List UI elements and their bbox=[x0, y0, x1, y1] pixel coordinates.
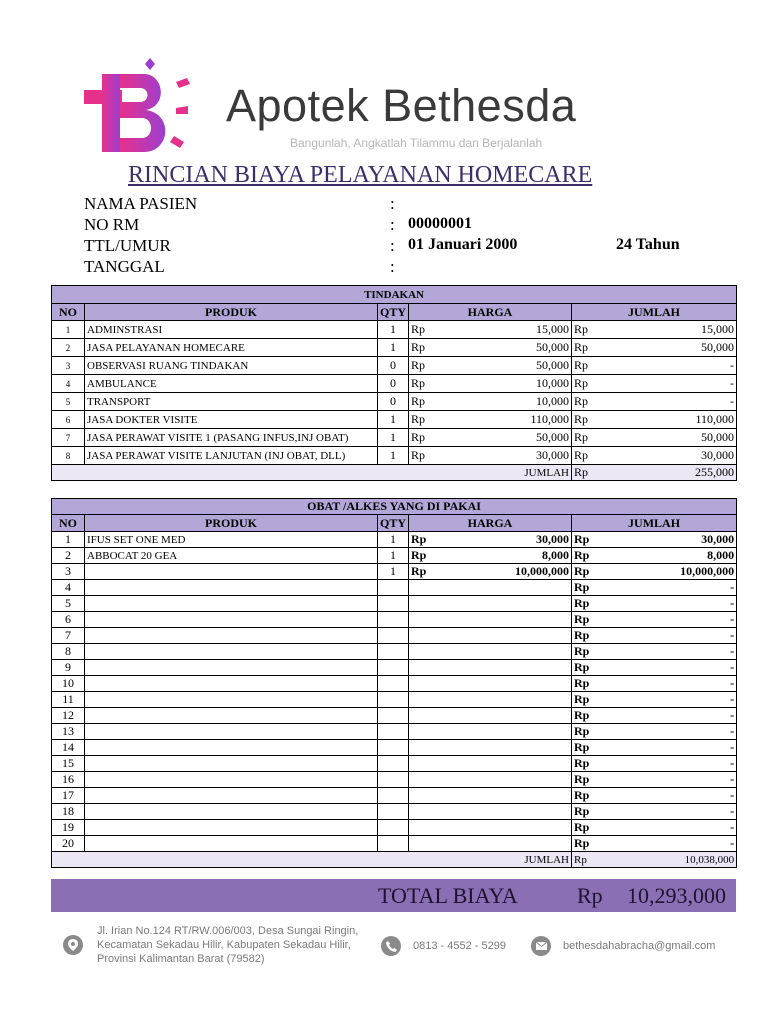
row-harga: 10,000 bbox=[441, 393, 572, 411]
table-row bbox=[52, 564, 737, 580]
mail-icon bbox=[531, 936, 551, 956]
row-produk bbox=[85, 692, 378, 708]
table-row bbox=[52, 532, 737, 548]
row-harga bbox=[441, 740, 572, 756]
row-jumlah: - bbox=[604, 756, 737, 772]
row-harga-rp bbox=[409, 580, 441, 596]
table-row bbox=[52, 357, 737, 375]
row-harga bbox=[441, 836, 572, 852]
row-jumlah-rp: Rp bbox=[572, 357, 604, 375]
table-row bbox=[52, 676, 737, 692]
row-jumlah: - bbox=[604, 596, 737, 612]
row-harga-rp bbox=[409, 788, 441, 804]
row-qty bbox=[378, 628, 409, 644]
row-jumlah: - bbox=[604, 357, 737, 375]
row-jumlah-rp: Rp bbox=[572, 692, 604, 708]
row-qty bbox=[378, 724, 409, 740]
row-qty bbox=[378, 820, 409, 836]
row-harga-rp bbox=[409, 820, 441, 836]
address-line-3: Provinsi Kalimantan Barat (79582) bbox=[97, 953, 265, 965]
col-produk-header: PRODUK bbox=[85, 304, 378, 321]
patient-ttl-label: TTL/UMUR bbox=[84, 236, 171, 255]
row-produk bbox=[85, 580, 378, 596]
row-harga: 15,000 bbox=[441, 321, 572, 339]
row-produk: JASA DOKTER VISITE bbox=[85, 411, 378, 429]
row-harga: 50,000 bbox=[441, 357, 572, 375]
obat-sum-value: 10,038,000 bbox=[604, 852, 737, 868]
row-harga-rp bbox=[409, 836, 441, 852]
row-no: 3 bbox=[52, 357, 85, 375]
row-jumlah-rp: Rp bbox=[572, 724, 604, 740]
row-jumlah-rp: Rp bbox=[572, 660, 604, 676]
row-qty bbox=[378, 804, 409, 820]
row-jumlah: - bbox=[604, 692, 737, 708]
col-jumlah-header: JUMLAH bbox=[572, 515, 737, 532]
row-harga bbox=[441, 708, 572, 724]
row-no: 3 bbox=[52, 564, 85, 580]
footer-address bbox=[63, 924, 363, 966]
row-qty: 1 bbox=[378, 321, 409, 339]
row-qty: 1 bbox=[378, 411, 409, 429]
row-harga-rp bbox=[409, 660, 441, 676]
row-produk: JASA PELAYANAN HOMECARE bbox=[85, 339, 378, 357]
row-harga-rp bbox=[409, 756, 441, 772]
row-jumlah: - bbox=[604, 804, 737, 820]
row-no: 16 bbox=[52, 772, 85, 788]
row-harga: 30,000 bbox=[441, 447, 572, 465]
row-no: 1 bbox=[52, 532, 85, 548]
row-jumlah: - bbox=[604, 676, 737, 692]
row-produk bbox=[85, 596, 378, 612]
row-produk bbox=[85, 820, 378, 836]
row-harga bbox=[441, 772, 572, 788]
colon: : bbox=[390, 215, 395, 234]
row-harga bbox=[441, 596, 572, 612]
row-harga bbox=[441, 692, 572, 708]
table-row bbox=[52, 820, 737, 836]
row-jumlah-rp: Rp bbox=[572, 644, 604, 660]
row-jumlah-rp: Rp bbox=[572, 580, 604, 596]
row-jumlah: - bbox=[604, 628, 737, 644]
row-qty: 1 bbox=[378, 429, 409, 447]
address-line-2: Kecamatan Sekadau Hilir, Kabupaten Sekadau Hilir, bbox=[97, 939, 351, 951]
row-harga-rp: Rp bbox=[409, 393, 441, 411]
row-qty: 0 bbox=[378, 393, 409, 411]
row-jumlah: - bbox=[604, 740, 737, 756]
table-row bbox=[52, 724, 737, 740]
table-row bbox=[52, 612, 737, 628]
row-no: 7 bbox=[52, 429, 85, 447]
row-no: 5 bbox=[52, 393, 85, 411]
row-jumlah: - bbox=[604, 820, 737, 836]
table-row bbox=[52, 447, 737, 465]
row-qty bbox=[378, 596, 409, 612]
row-harga-rp bbox=[409, 772, 441, 788]
row-no: 18 bbox=[52, 804, 85, 820]
row-produk bbox=[85, 740, 378, 756]
row-no: 12 bbox=[52, 708, 85, 724]
row-harga bbox=[441, 788, 572, 804]
row-jumlah-rp: Rp bbox=[572, 804, 604, 820]
obat-sum-row bbox=[52, 852, 737, 868]
row-jumlah-rp: Rp bbox=[572, 548, 604, 564]
table-row bbox=[52, 596, 737, 612]
row-produk bbox=[85, 628, 378, 644]
row-qty bbox=[378, 836, 409, 852]
row-produk: OBSERVASI RUANG TINDAKAN bbox=[85, 357, 378, 375]
row-jumlah: - bbox=[604, 580, 737, 596]
table-row bbox=[52, 580, 737, 596]
row-qty: 1 bbox=[378, 532, 409, 548]
row-qty bbox=[378, 660, 409, 676]
tindakan-sum-row bbox=[52, 465, 737, 481]
row-jumlah-rp: Rp bbox=[572, 411, 604, 429]
row-harga bbox=[441, 612, 572, 628]
total-bar bbox=[51, 879, 736, 912]
row-jumlah-rp: Rp bbox=[572, 820, 604, 836]
row-qty: 1 bbox=[378, 339, 409, 357]
row-no: 9 bbox=[52, 660, 85, 676]
row-jumlah: 30,000 bbox=[604, 532, 737, 548]
row-qty bbox=[378, 708, 409, 724]
row-jumlah: - bbox=[604, 393, 737, 411]
row-no: 8 bbox=[52, 644, 85, 660]
row-qty bbox=[378, 740, 409, 756]
row-jumlah: 50,000 bbox=[604, 429, 737, 447]
row-no: 14 bbox=[52, 740, 85, 756]
row-harga: 50,000 bbox=[441, 339, 572, 357]
row-harga bbox=[441, 724, 572, 740]
row-qty bbox=[378, 772, 409, 788]
row-qty bbox=[378, 788, 409, 804]
row-harga-rp bbox=[409, 676, 441, 692]
row-harga-rp: Rp bbox=[409, 375, 441, 393]
col-no-header: NO bbox=[52, 515, 85, 532]
row-produk bbox=[85, 724, 378, 740]
col-produk-header: PRODUK bbox=[85, 515, 378, 532]
row-jumlah: - bbox=[604, 772, 737, 788]
table-row bbox=[52, 321, 737, 339]
row-harga-rp bbox=[409, 740, 441, 756]
tindakan-table bbox=[51, 285, 737, 481]
row-harga-rp: Rp bbox=[409, 532, 441, 548]
row-qty bbox=[378, 756, 409, 772]
row-harga-rp bbox=[409, 692, 441, 708]
row-harga-rp: Rp bbox=[409, 411, 441, 429]
row-no: 4 bbox=[52, 580, 85, 596]
row-produk bbox=[85, 804, 378, 820]
row-jumlah: - bbox=[604, 836, 737, 852]
row-jumlah-rp: Rp bbox=[572, 532, 604, 548]
row-produk bbox=[85, 660, 378, 676]
row-harga bbox=[441, 804, 572, 820]
phone-icon bbox=[381, 936, 401, 956]
row-no: 17 bbox=[52, 788, 85, 804]
row-no: 4 bbox=[52, 375, 85, 393]
row-jumlah-rp: Rp bbox=[572, 564, 604, 580]
row-produk bbox=[85, 836, 378, 852]
row-no: 19 bbox=[52, 820, 85, 836]
footer-email bbox=[531, 936, 715, 956]
phone-number: 0813 - 4552 - 5299 bbox=[413, 940, 506, 952]
row-jumlah-rp: Rp bbox=[572, 321, 604, 339]
row-produk: AMBULANCE bbox=[85, 375, 378, 393]
row-produk bbox=[85, 564, 378, 580]
tindakan-title: TINDAKAN bbox=[52, 286, 737, 304]
col-jumlah-header: JUMLAH bbox=[572, 304, 737, 321]
row-qty bbox=[378, 580, 409, 596]
patient-rm-value: 00000001 bbox=[408, 215, 472, 232]
footer-phone bbox=[381, 936, 506, 956]
col-qty-header: QTY bbox=[378, 304, 409, 321]
brand-name: Apotek Bethesda bbox=[226, 80, 577, 131]
row-jumlah: 10,000,000 bbox=[604, 564, 737, 580]
row-jumlah: 50,000 bbox=[604, 339, 737, 357]
row-harga: 30,000 bbox=[441, 532, 572, 548]
row-jumlah-rp: Rp bbox=[572, 740, 604, 756]
colon: : bbox=[390, 236, 395, 255]
row-harga-rp: Rp bbox=[409, 357, 441, 375]
row-qty: 0 bbox=[378, 357, 409, 375]
row-harga-rp bbox=[409, 644, 441, 660]
total-value: 10,293,000 bbox=[627, 883, 726, 908]
pharmacy-b-logo-icon bbox=[84, 54, 214, 158]
row-jumlah: 30,000 bbox=[604, 447, 737, 465]
row-jumlah: 110,000 bbox=[604, 411, 737, 429]
document-title: RINCIAN BIAYA PELAYANAN HOMECARE bbox=[128, 162, 593, 188]
row-jumlah-rp: Rp bbox=[572, 612, 604, 628]
row-harga bbox=[441, 628, 572, 644]
brand-tagline: Bangunlah, Angkatlah Tilammu dan Berjalanlah bbox=[290, 136, 543, 150]
row-harga-rp: Rp bbox=[409, 447, 441, 465]
table-row bbox=[52, 660, 737, 676]
row-qty bbox=[378, 644, 409, 660]
row-jumlah-rp: Rp bbox=[572, 708, 604, 724]
row-no: 6 bbox=[52, 411, 85, 429]
row-produk bbox=[85, 788, 378, 804]
table-row bbox=[52, 429, 737, 447]
row-jumlah-rp: Rp bbox=[572, 628, 604, 644]
row-no: 11 bbox=[52, 692, 85, 708]
row-produk: IFUS SET ONE MED bbox=[85, 532, 378, 548]
row-no: 2 bbox=[52, 339, 85, 357]
table-row bbox=[52, 772, 737, 788]
tindakan-sum-value: 255,000 bbox=[604, 465, 737, 481]
row-jumlah: - bbox=[604, 612, 737, 628]
row-produk bbox=[85, 612, 378, 628]
colon: : bbox=[390, 257, 395, 276]
row-harga: 50,000 bbox=[441, 429, 572, 447]
row-harga bbox=[441, 580, 572, 596]
row-produk: TRANSPORT bbox=[85, 393, 378, 411]
row-qty bbox=[378, 612, 409, 628]
table-row bbox=[52, 804, 737, 820]
row-qty: 1 bbox=[378, 564, 409, 580]
row-qty: 1 bbox=[378, 548, 409, 564]
row-no: 6 bbox=[52, 612, 85, 628]
colon: : bbox=[390, 194, 395, 213]
row-harga bbox=[441, 820, 572, 836]
table-row bbox=[52, 708, 737, 724]
row-harga-rp bbox=[409, 596, 441, 612]
patient-dob-value: 01 Januari 2000 bbox=[408, 236, 518, 253]
row-harga-rp: Rp bbox=[409, 321, 441, 339]
row-no: 7 bbox=[52, 628, 85, 644]
col-no-header: NO bbox=[52, 304, 85, 321]
row-harga-rp bbox=[409, 708, 441, 724]
total-rp: Rp bbox=[577, 883, 603, 908]
row-harga-rp bbox=[409, 724, 441, 740]
row-produk bbox=[85, 676, 378, 692]
table-row bbox=[52, 411, 737, 429]
row-qty: 0 bbox=[378, 375, 409, 393]
row-harga bbox=[441, 756, 572, 772]
row-qty bbox=[378, 676, 409, 692]
obat-sum-rp: Rp bbox=[572, 852, 604, 868]
row-jumlah: 8,000 bbox=[604, 548, 737, 564]
row-jumlah-rp: Rp bbox=[572, 447, 604, 465]
row-produk: JASA PERAWAT VISITE 1 (PASANG INFUS,INJ OBAT) bbox=[85, 429, 378, 447]
row-harga: 110,000 bbox=[441, 411, 572, 429]
row-jumlah-rp: Rp bbox=[572, 429, 604, 447]
row-produk: ABBOCAT 20 GEA bbox=[85, 548, 378, 564]
row-harga: 10,000,000 bbox=[441, 564, 572, 580]
patient-name-label: NAMA PASIEN bbox=[84, 194, 198, 213]
row-jumlah-rp: Rp bbox=[572, 375, 604, 393]
table-row bbox=[52, 628, 737, 644]
table-row bbox=[52, 393, 737, 411]
row-qty: 1 bbox=[378, 447, 409, 465]
row-harga: 8,000 bbox=[441, 548, 572, 564]
row-no: 1 bbox=[52, 321, 85, 339]
row-jumlah-rp: Rp bbox=[572, 756, 604, 772]
tindakan-sum-rp: Rp bbox=[572, 465, 604, 481]
row-jumlah-rp: Rp bbox=[572, 772, 604, 788]
row-jumlah: - bbox=[604, 724, 737, 740]
address-line-1: Jl. Irian No.124 RT/RW.006/003, Desa Sungai Ringin, bbox=[97, 925, 359, 937]
row-harga: 10,000 bbox=[441, 375, 572, 393]
row-harga-rp: Rp bbox=[409, 564, 441, 580]
row-harga-rp: Rp bbox=[409, 429, 441, 447]
row-produk bbox=[85, 708, 378, 724]
table-row bbox=[52, 756, 737, 772]
obat-title: OBAT /ALKES YANG DI PAKAI bbox=[52, 499, 737, 515]
row-no: 5 bbox=[52, 596, 85, 612]
row-harga-rp: Rp bbox=[409, 548, 441, 564]
row-no: 20 bbox=[52, 836, 85, 852]
tindakan-rows bbox=[52, 321, 737, 465]
footer bbox=[51, 922, 736, 972]
row-jumlah: - bbox=[604, 644, 737, 660]
row-jumlah-rp: Rp bbox=[572, 339, 604, 357]
table-row bbox=[52, 788, 737, 804]
col-harga-header: HARGA bbox=[409, 515, 572, 532]
row-jumlah-rp: Rp bbox=[572, 596, 604, 612]
row-no: 2 bbox=[52, 548, 85, 564]
row-harga bbox=[441, 676, 572, 692]
table-row bbox=[52, 836, 737, 852]
row-produk bbox=[85, 772, 378, 788]
row-no: 10 bbox=[52, 676, 85, 692]
row-harga-rp bbox=[409, 628, 441, 644]
row-jumlah-rp: Rp bbox=[572, 393, 604, 411]
row-harga bbox=[441, 644, 572, 660]
row-jumlah-rp: Rp bbox=[572, 788, 604, 804]
patient-age-value: 24 Tahun bbox=[616, 236, 680, 253]
col-qty-header: QTY bbox=[378, 515, 409, 532]
obat-table bbox=[51, 498, 737, 868]
table-row bbox=[52, 375, 737, 393]
row-jumlah: - bbox=[604, 660, 737, 676]
table-row bbox=[52, 339, 737, 357]
obat-rows bbox=[52, 532, 737, 852]
row-harga-rp: Rp bbox=[409, 339, 441, 357]
row-produk: ADMINSTRASI bbox=[85, 321, 378, 339]
patient-rm-label: NO RM bbox=[84, 215, 140, 234]
row-qty bbox=[378, 692, 409, 708]
row-jumlah-rp: Rp bbox=[572, 836, 604, 852]
row-harga-rp bbox=[409, 612, 441, 628]
row-jumlah: - bbox=[604, 788, 737, 804]
row-harga-rp bbox=[409, 804, 441, 820]
row-no: 8 bbox=[52, 447, 85, 465]
row-jumlah: 15,000 bbox=[604, 321, 737, 339]
row-harga bbox=[441, 660, 572, 676]
email-address: bethesdahabracha@gmail.com bbox=[563, 940, 716, 952]
patient-date-label: TANGGAL bbox=[84, 257, 165, 276]
row-no: 13 bbox=[52, 724, 85, 740]
row-jumlah: - bbox=[604, 708, 737, 724]
row-no: 15 bbox=[52, 756, 85, 772]
row-jumlah-rp: Rp bbox=[572, 676, 604, 692]
row-jumlah: - bbox=[604, 375, 737, 393]
map-pin-icon bbox=[63, 935, 83, 955]
col-harga-header: HARGA bbox=[409, 304, 572, 321]
row-produk: JASA PERAWAT VISITE LANJUTAN (INJ OBAT, DLL) bbox=[85, 447, 378, 465]
table-row bbox=[52, 692, 737, 708]
table-row bbox=[52, 644, 737, 660]
table-row bbox=[52, 740, 737, 756]
row-produk bbox=[85, 644, 378, 660]
total-label: TOTAL BIAYA bbox=[378, 883, 518, 908]
row-produk bbox=[85, 756, 378, 772]
table-row bbox=[52, 548, 737, 564]
tindakan-sum-label: JUMLAH bbox=[52, 465, 572, 481]
obat-sum-label: JUMLAH bbox=[52, 852, 572, 868]
